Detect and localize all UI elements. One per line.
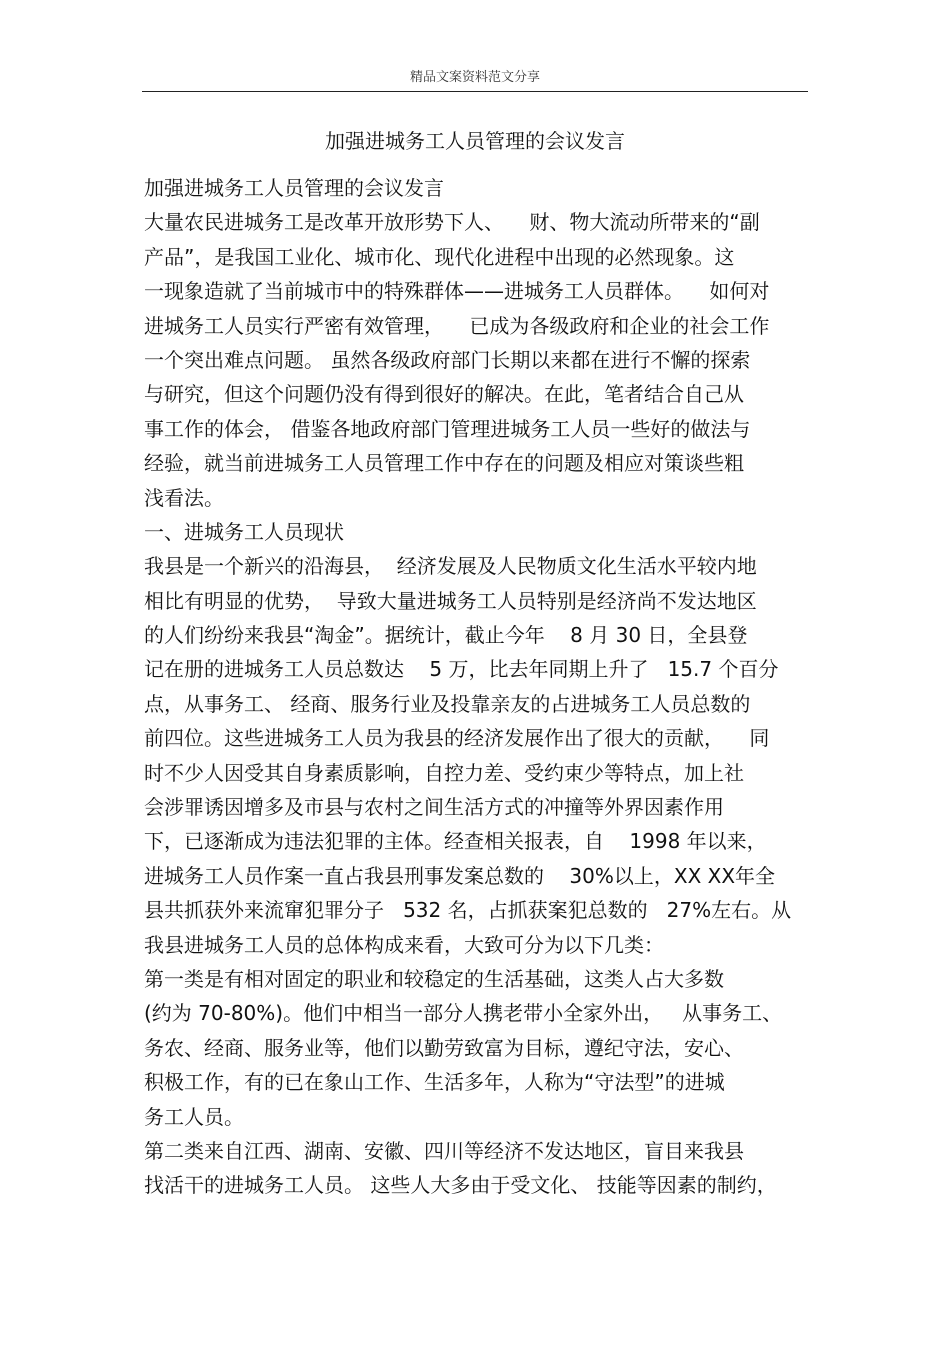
body-line: 加强进城务工人员管理的会议发言 [144, 176, 444, 200]
body-line: 经验，就当前进城务工人员管理工作中存在的问题及相应对策谈些粗 [144, 451, 744, 476]
body-line: 下，已逐渐成为违法犯罪的主体。经查相关报表，自 1998 年以来， [144, 829, 767, 854]
body-line: (约为 70-80%)。他们中相当一部分人携老带小全家外出， 从事务工、 [144, 1001, 783, 1026]
body-line: 浅看法。 [144, 485, 224, 510]
body-line: 我县是一个新兴的沿海县， 经济发展及人民物质文化生活水平较内地 [144, 554, 757, 579]
document-body [144, 171, 810, 1203]
page-header-text: 精品文案资料范文分享 [409, 70, 540, 85]
body-line: 时不少人因受其自身素质影响，自控力差、受约束少等特点，加上社 [144, 760, 744, 785]
body-line: 找活干的进城务工人员。 这些人大多由于受文化、 技能等因素的制约， [144, 1173, 777, 1198]
body-line: 进城务工人员作案一直占我县刑事发案总数的 30%以上，XX XX年全 [144, 863, 776, 888]
document-title: 加强进城务工人员管理的会议发言 [325, 129, 625, 153]
body-line: 记在册的进城务工人员总数达 5 万，比去年同期上升了 15.7 个百分 [144, 657, 779, 682]
body-line: 进城务工人员实行严密有效管理， 已成为各级政府和企业的社会工作 [144, 313, 770, 338]
body-line: 一现象造就了当前城市中的特殊群体——进城务工人员群体。 如何对 [144, 279, 770, 304]
body-line: 会涉罪诱因增多及市县与农村之间生活方式的冲撞等外界因素作用 [144, 795, 724, 820]
header-divider [142, 91, 808, 92]
body-line: 积极工作，有的已在象山工作、生活多年，人称为“守法型”的进城 [144, 1070, 725, 1095]
body-line: 产品”，是我国工业化、城市化、现代化进程中出现的必然现象。这 [144, 244, 735, 269]
body-line: 第二类来自江西、湖南、安徽、四川等经济不发达地区，盲目来我县 [144, 1138, 744, 1163]
body-line: 一个突出难点问题。 虽然各级政府部门长期以来都在进行不懈的探索 [144, 347, 751, 372]
body-line: 事工作的体会， 借鉴各地政府部门管理进城务工人员一些好的做法与 [144, 416, 751, 441]
body-line: 大量农民进城务工是改革开放形势下人、 财、物大流动所带来的“副 [144, 210, 760, 235]
section-heading: 一、进城务工人员现状 [144, 519, 344, 544]
body-line: 相比有明显的优势， 导致大量进城务工人员特别是经济尚不发达地区 [144, 588, 757, 613]
body-line: 第一类是有相对固定的职业和较稳定的生活基础，这类人占大多数 [144, 966, 724, 991]
body-line: 点，从事务工、 经商、服务行业及投靠亲友的占进城务工人员总数的 [144, 691, 751, 716]
body-line: 务工人员。 [144, 1104, 244, 1129]
body-line: 我县进城务工人员的总体构成来看，大致可分为以下几类： [144, 932, 664, 957]
body-line: 县共抓获外来流窜犯罪分子 532 名，占抓获案犯总数的 27%左右。从 [144, 898, 792, 923]
body-line: 的人们纷纷来我县“淘金”。据统计，截止今年 8 月 30 日，全县登 [144, 623, 748, 648]
body-line: 务农、经商、服务业等，他们以勤劳致富为目标，遵纪守法，安心、 [144, 1035, 744, 1060]
body-line: 与研究，但这个问题仍没有得到很好的解决。在此，笔者结合自己从 [144, 382, 744, 407]
body-line: 前四位。这些进城务工人员为我县的经济发展作出了很大的贡献， 同 [144, 726, 770, 751]
